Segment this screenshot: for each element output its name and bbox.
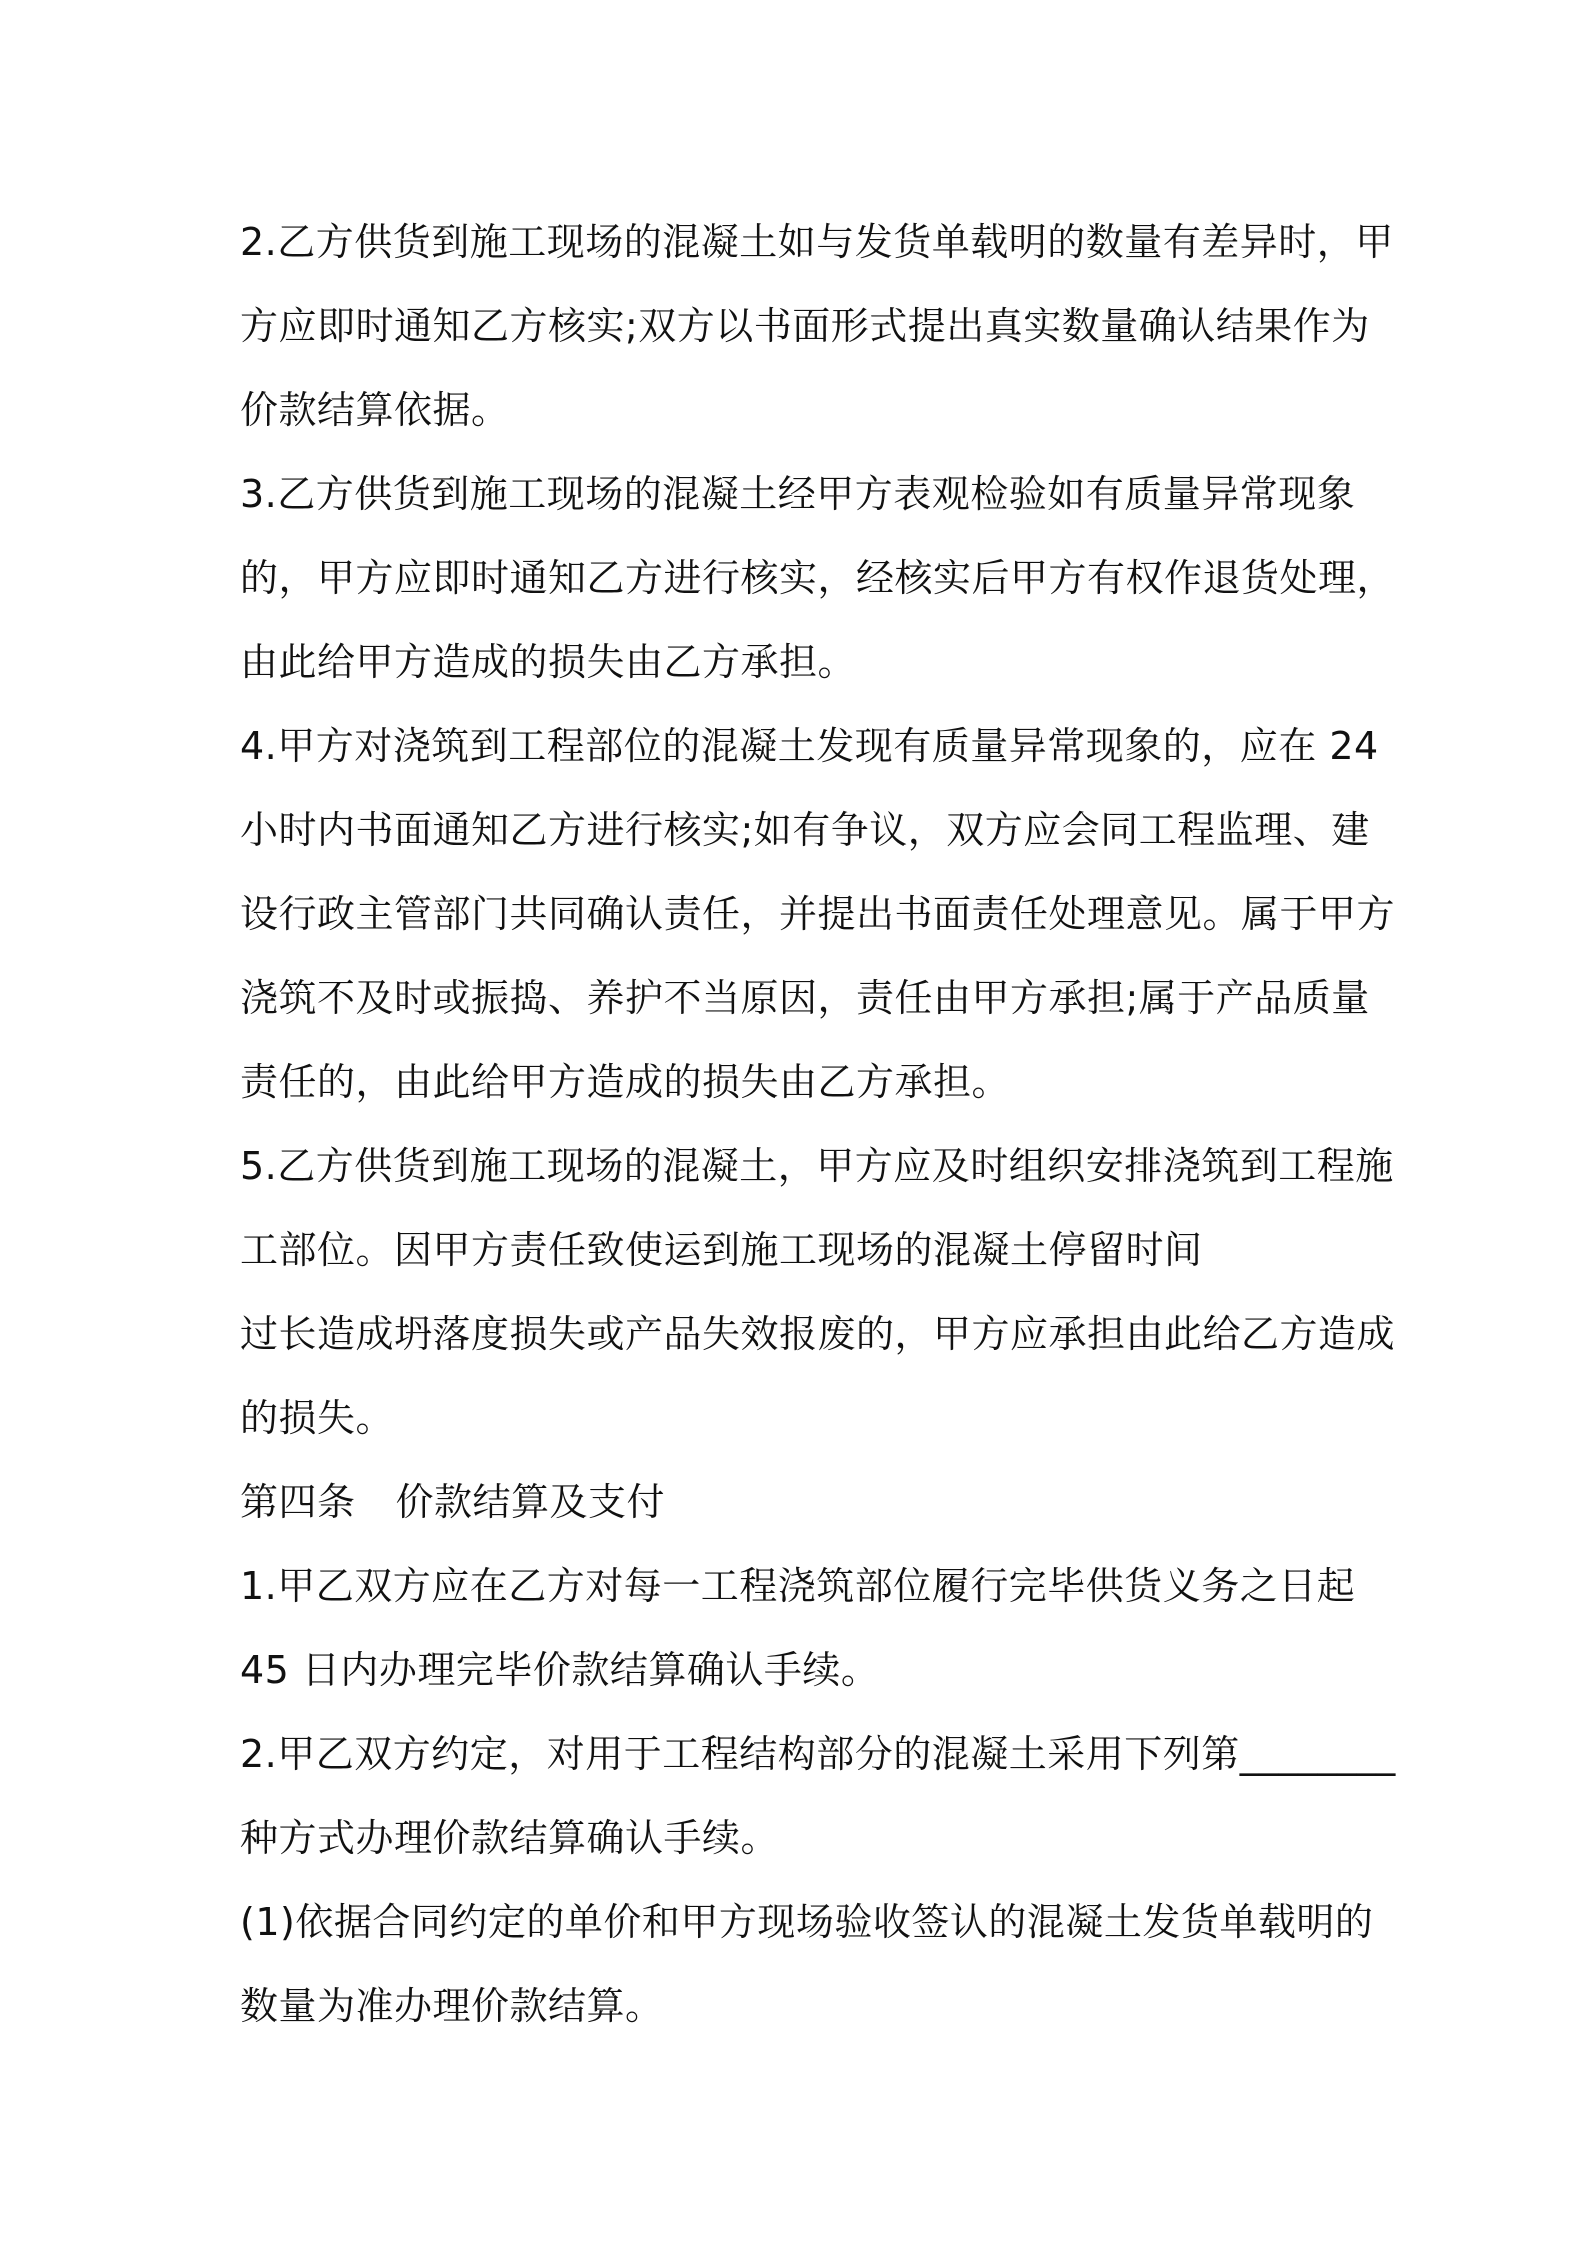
text-line: 过长造成坍落度损失或产品失效报废的，甲方应承担由此给乙方造成	[240, 1312, 1396, 1356]
text-line: 工部位。因甲方责任致使运到施工现场的混凝土停留时间	[240, 1228, 1203, 1272]
article-title: 价款结算及支付	[395, 1480, 666, 1524]
text-line: 2.甲乙双方约定，对用于工程结构部分的混凝土采用下列第________	[240, 1732, 1396, 1776]
text-line: 设行政主管部门共同确认责任，并提出书面责任处理意见。属于甲方	[240, 892, 1396, 936]
article-label: 第四条	[240, 1480, 356, 1524]
text-line: 方应即时通知乙方核实;双方以书面形式提出真实数量确认结果作为	[240, 304, 1370, 348]
text-line: 4.甲方对浇筑到工程部位的混凝土发现有质量异常现象的，应在 24	[240, 724, 1379, 768]
article-four-item-2	[240, 1712, 1396, 1880]
text-line: 2.乙方供货到施工现场的混凝土如与发货单载明的数量有差异时，甲	[240, 220, 1394, 264]
text-line: 1.甲乙双方应在乙方对每一工程浇筑部位履行完毕供货义务之日起	[240, 1564, 1356, 1608]
clause-2	[240, 200, 1394, 452]
text-line: 种方式办理价款结算确认手续。	[240, 1816, 780, 1860]
article-heading	[240, 1460, 1360, 1544]
text-line: 价款结算依据。	[240, 388, 510, 432]
article-four-item-2-option-1	[240, 1880, 1374, 2048]
text-line: 由此给甲方造成的损失由乙方承担。	[240, 640, 857, 684]
text-line: 的，甲方应即时通知乙方进行核实，经核实后甲方有权作退货处理，	[240, 556, 1396, 600]
text-line: 的损失。	[240, 1396, 395, 1440]
text-line: 责任的，由此给甲方造成的损失由乙方承担。	[240, 1060, 1011, 1104]
text-line: 浇筑不及时或振捣、养护不当原因，责任由甲方承担;属于产品质量	[240, 976, 1370, 1020]
text-line: 数量为准办理价款结算。	[240, 1984, 664, 2028]
article-four-item-1	[240, 1544, 1360, 1712]
clause-5	[240, 1124, 1396, 1460]
text-line: 45 日内办理完毕价款结算确认手续。	[240, 1648, 880, 1692]
document-page	[240, 200, 1396, 2048]
text-line: 小时内书面通知乙方进行核实;如有争议，双方应会同工程监理、建	[240, 808, 1370, 852]
clause-4	[240, 704, 1396, 1124]
text-line: 5.乙方供货到施工现场的混凝土，甲方应及时组织安排浇筑到工程施	[240, 1144, 1394, 1188]
text-line: 3.乙方供货到施工现场的混凝土经甲方表观检验如有质量异常现象	[240, 472, 1356, 516]
text-line: (1)依据合同约定的单价和甲方现场验收签认的混凝土发货单载明的	[240, 1900, 1374, 1944]
clause-3	[240, 452, 1396, 704]
